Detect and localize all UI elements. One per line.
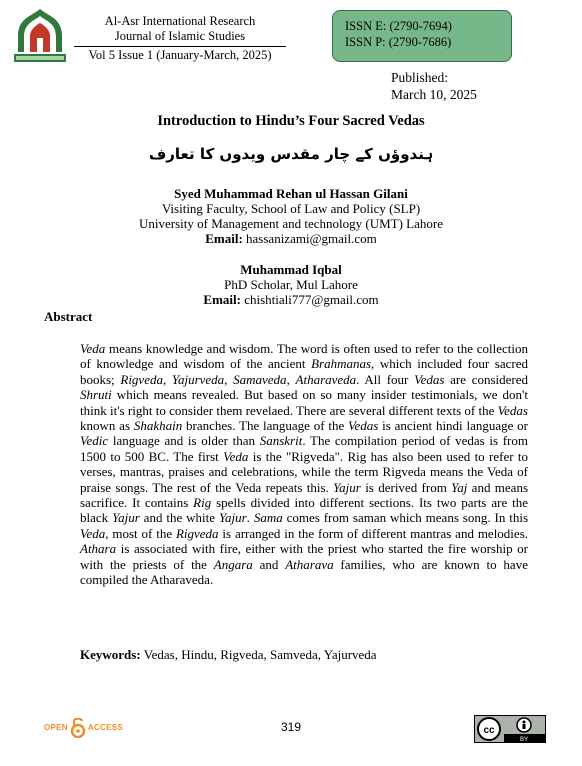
abstract-italic-term: Shakhain (133, 418, 183, 434)
abstract-italic-term: Vedas (497, 402, 528, 418)
abstract-italic-term: Brahmanas (311, 356, 372, 372)
issn-box (332, 10, 512, 62)
abstract-italic-term: Vedic (80, 433, 109, 449)
cc-by-label: BY (519, 737, 529, 743)
abstract-italic-term: Veda (80, 341, 106, 356)
issn-electronic: ISSN E: (2790-7694) (345, 19, 452, 33)
author-affiliation: PhD Scholar, Mul Lahore (224, 277, 358, 292)
journal-name-line2: Journal of Islamic Studies (114, 29, 246, 43)
keywords-value: Vedas, Hindu, Rigveda, Samveda, Yajurveda (143, 647, 377, 662)
author-name: Syed Muhammad Rehan ul Hassan Gilani (174, 186, 408, 201)
volume-issue: Vol 5 Issue 1 (January-March, 2025) (88, 48, 272, 62)
abstract-italic-term: Veda (223, 448, 249, 464)
journal-name-line1: Al-Asr International Research (104, 14, 256, 28)
journal-logo (12, 6, 68, 66)
author-email-line (0, 292, 582, 307)
svg-text:cc: cc (483, 725, 495, 736)
abstract-italic-term: Veda (80, 525, 106, 541)
header-divider (74, 46, 286, 47)
author-name: Muhammad Iqbal (240, 262, 342, 277)
open-access-right: ACCESS (87, 722, 124, 732)
page-number: 319 (280, 720, 302, 734)
abstract-italic-term: Rigveda (120, 371, 163, 387)
paper-title: Introduction to Hindu’s Four Sacred Vedas (157, 113, 425, 129)
abstract-italic-term: Vedas (414, 371, 445, 387)
abstract-italic-term: Yajur (333, 479, 361, 495)
abstract-italic-term: Yaj (451, 479, 468, 495)
abstract-italic-term: Atharava (285, 556, 334, 572)
abstract-italic-term: Yajur (218, 510, 247, 526)
abstract-italic-term: Shruti (80, 387, 112, 403)
abstract-italic-term: Yajurveda (171, 371, 225, 387)
abstract-italic-term: Samaveda (233, 371, 287, 387)
open-access-left: OPEN (44, 722, 68, 732)
abstract-italic-term: Rigveda (175, 525, 219, 541)
published-date: March 10, 2025 (391, 87, 477, 102)
author-email-line (0, 231, 582, 246)
abstract-heading: Abstract (44, 309, 93, 324)
paper-title-urdu: ہندوؤں کے چار مقدس ویدوں کا تعارف (148, 145, 434, 163)
keywords-label: Keywords: (80, 647, 141, 662)
email-label: Email: (203, 292, 241, 307)
cc-by-icon (474, 715, 546, 743)
abstract-italic-term: Sama (253, 510, 283, 526)
abstract-italic-term: Atharaveda (295, 371, 357, 387)
abstract-paragraph: Veda means knowledge and wisdom. The word is often used to refer to the collection of knowledge and wisdom of the ancient Brahmanas, which included four sacred books; Rigveda, Yajurveda, Samaveda, Atharaveda. All four Vedas are considered Shruti which means revealed. But based on so many insider testimonials, we don't think it's right to consider them revelaed. There are several different texts of the Vedas known as Shakhain branches. The language of the Vedas is ancient hindi language or Vedic language and is older than Sanskrit. The compilation period of vedas is from 1500 to 500 BC. The first Veda is the "Rigveda". Rig has also been used to refer to verses, mantras, praises and celebrations, while the term Rigveda means the Veda of praise songs. The rest of the Veda repeats this. Yajur is derived from Yaj and means sacrifice. It contains Rig spells divided into different sections. Its two parts are the black Yajur and the white Yajur. Sama comes from saman which means song. In this Veda, most of the Rigveda is arranged in the form of different mantras and melodies. Athara is associated with fire, either with the priest who started the fire worship or with the priests of the Angara and Atharava families, who are known to have compiled the Atharaveda. (80, 341, 529, 588)
author-email[interactable]: hassanizami@gmail.com (246, 231, 377, 246)
published-info (391, 69, 477, 103)
abstract-italic-term: Angara (213, 556, 253, 572)
issn-print: ISSN P: (2790-7686) (345, 35, 452, 49)
author-email[interactable]: chishtiali777@gmail.com (244, 292, 379, 307)
author-block-1 (0, 186, 582, 246)
keywords-line (80, 647, 377, 663)
abstract-italic-term: Athara (80, 541, 117, 557)
journal-header (74, 14, 286, 63)
author-university: University of Management and technology (UMT) Lahore (139, 216, 443, 231)
email-label: Email: (205, 231, 243, 246)
abstract-italic-term: Rig (193, 495, 212, 511)
published-label: Published: (391, 70, 449, 85)
abstract-italic-term: Yajur (112, 510, 140, 526)
author-block-2 (0, 262, 582, 307)
abstract-italic-term: Vedas (348, 418, 379, 434)
abstract-italic-term: Sanskrit (259, 433, 303, 449)
author-affiliation: Visiting Faculty, School of Law and Policy (SLP) (161, 201, 421, 216)
